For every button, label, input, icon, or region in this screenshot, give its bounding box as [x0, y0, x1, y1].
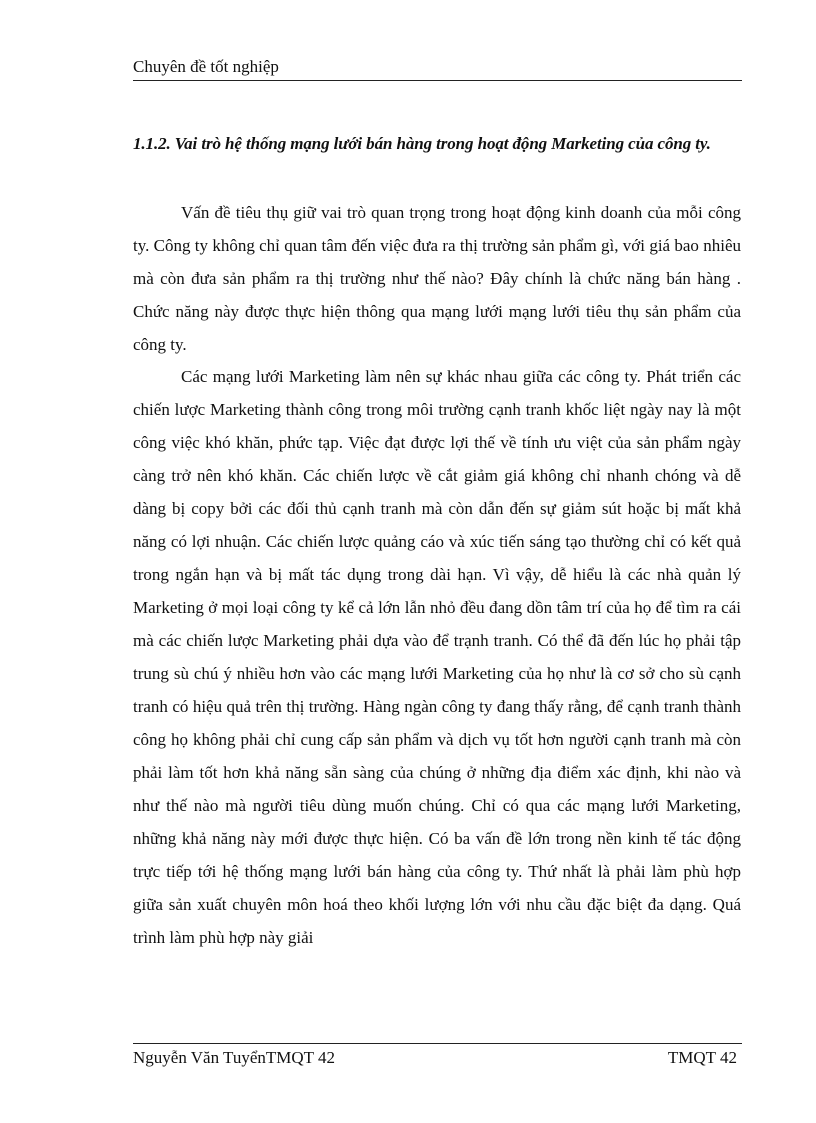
header-divider — [133, 80, 742, 81]
section-heading: 1.1.2. Vai trò hệ thống mạng lưới bán hàng trong hoạt động Marketing của công ty. — [133, 134, 711, 153]
paragraph-2: Các mạng lưới Marketing làm nên sự khác nhau giữa các công ty. Phát triển các chiến lược Marketing thành công trong môi trường cạnh tranh khốc liệt ngày nay là một công việc khó khăn, phức tạp. Việc đạt được lợi thế về tính ưu việt của sản phẩm ngày càng trở nên khó khăn. Các chiến lược về cắt giảm giá không chỉ nhanh chóng và dễ dàng bị copy bởi các đối thủ cạnh tranh mà còn dẫn đến sự giảm sút hoặc bị mất khả năng có lợi nhuận. Các chiến lược quảng cáo và xúc tiến sáng tạo thường chỉ có kết quả trong ngắn hạn và bị mất tác dụng trong dài hạn. Vì vậy, dễ hiểu là các nhà quản lý Marketing ở mọi loại công ty kể cả lớn lẫn nhỏ đều đang dồn tâm trí của họ để tìm ra cái mà các chiến lược Marketing phải dựa vào để trạnh tranh. Có thể đã đến lúc họ phải tập trung sù chú ý nhiều hơn vào các mạng lưới Marketing của họ như là cơ sở cho sù cạnh tranh có hiệu quả trên thị trường. Hàng ngàn công ty đang thấy rằng, để cạnh tranh thành công họ không phải chỉ cung cấp sản phẩm và dịch vụ tốt hơn người cạnh tranh mà còn phải làm tốt hơn khả năng sẵn sàng của chúng ở những địa điểm xác định, khi nào và như thế nào mà người tiêu dùng muốn chúng. Chỉ có qua các mạng lưới Marketing, những khả năng này mới được thực hiện. Có ba vấn đề lớn trong nền kinh tế tác động trực tiếp tới hệ thống mạng lưới bán hàng của công ty. Thứ nhất là phải làm phù hợp giữa sản xuất chuyên môn hoá theo khối lượng lớn với nhu cầu đặc biệt đa dạng. Quá trình làm phù hợp này giải — [133, 367, 741, 947]
footer-class-code: TMQT 42 — [667, 1048, 737, 1067]
footer-divider — [133, 1043, 742, 1044]
footer-author: Nguyễn Văn TuyểnTMQT 42 — [133, 1048, 335, 1067]
paragraph-1: Vấn đề tiêu thụ giữ vai trò quan trọng trong hoạt động kinh doanh của mỗi công ty. Công ty không chỉ quan tâm đến việc đưa ra thị trường sản phẩm gì, với giá bao nhiêu mà còn đưa sản phẩm ra thị trường như thế nào? Đây chính là chức năng bán hàng . Chức năng này được thực hiện thông qua mạng lưới mạng lưới tiêu thụ sản phẩm của công ty. — [133, 203, 741, 354]
page-header-title: Chuyên đề tốt nghiệp — [133, 57, 279, 76]
